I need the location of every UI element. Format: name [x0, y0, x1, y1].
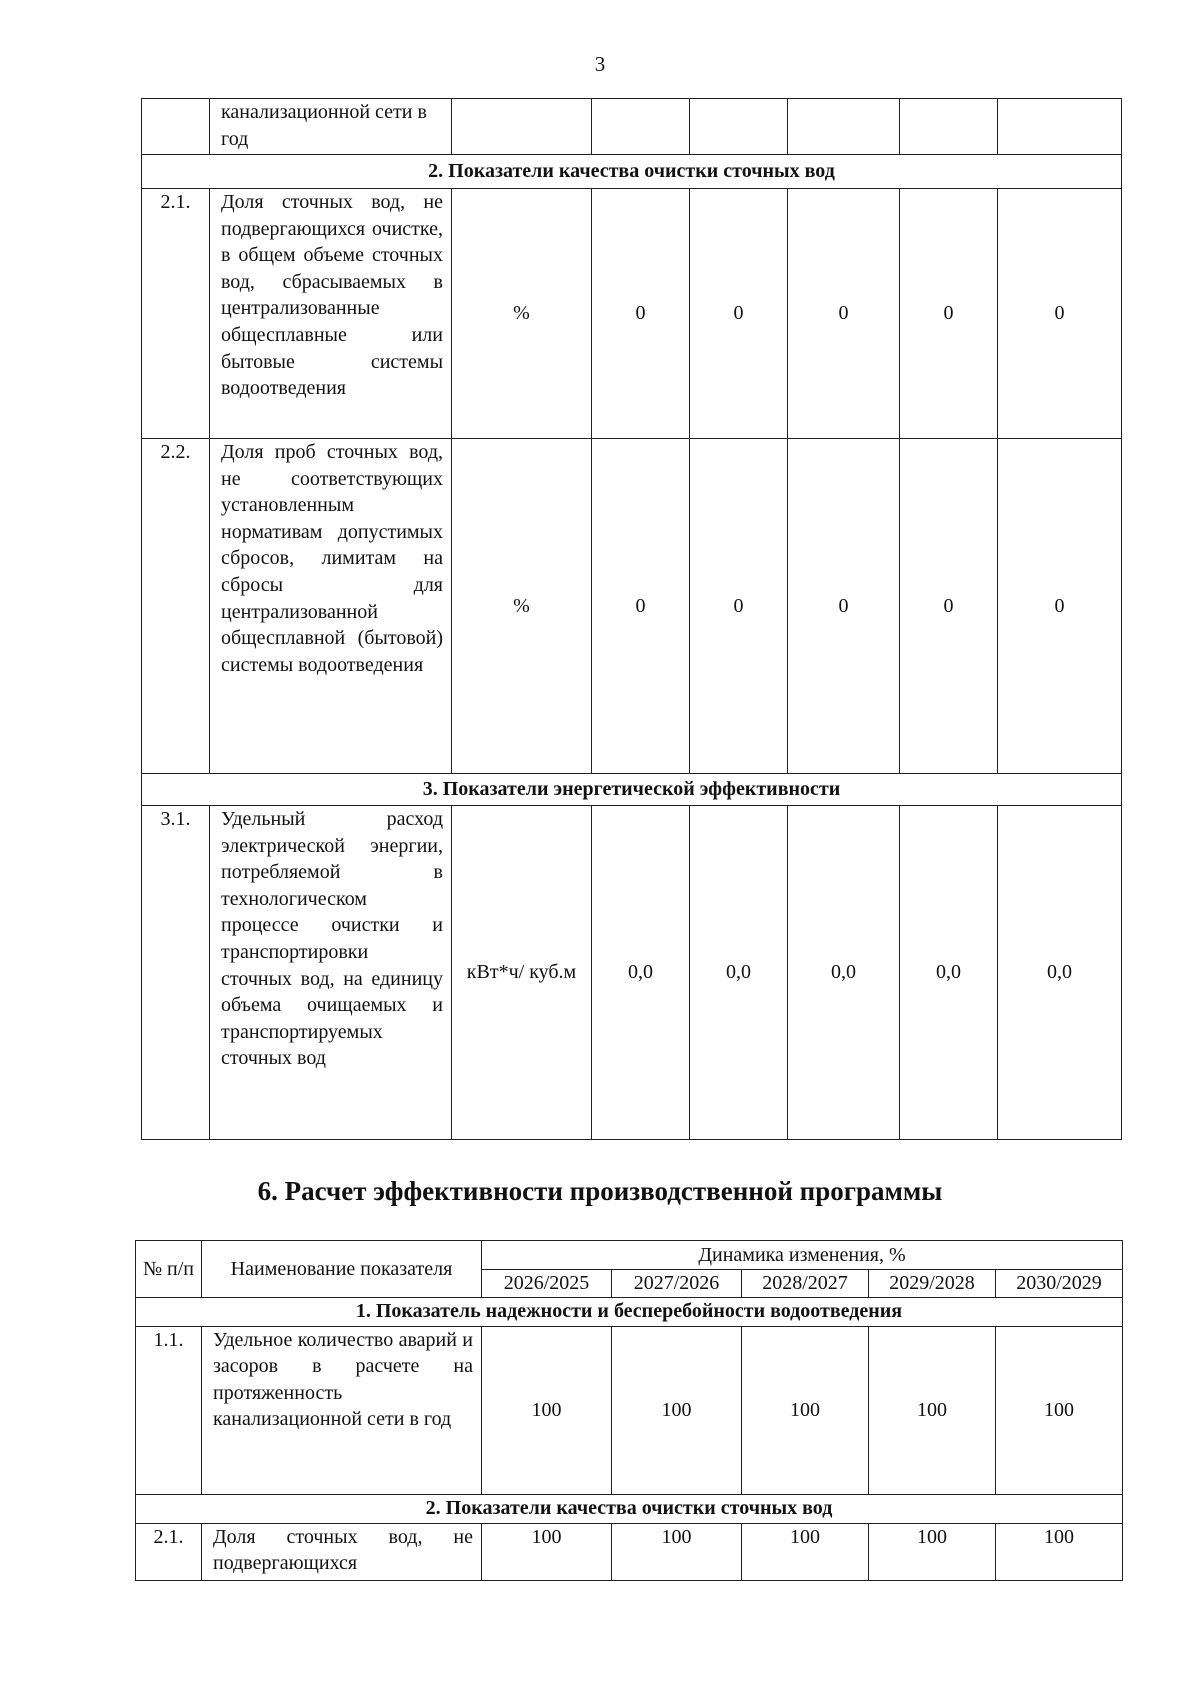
value-cell: 100 — [612, 1523, 742, 1580]
section-title: 2. Показатели качества очистки сточных вод — [142, 155, 1122, 189]
indicator-name: Удельное количество аварий и засоров в расчете на протяженность канализационной сети в год — [202, 1326, 482, 1494]
value-cell: 0 — [900, 189, 998, 439]
value-cell: 100 — [482, 1523, 612, 1580]
value-cell — [900, 99, 998, 155]
row-number: 2.1. — [142, 189, 210, 439]
header-year: 2030/2029 — [996, 1270, 1123, 1298]
value-cell: 0 — [690, 189, 788, 439]
value-cell: 0 — [900, 439, 998, 774]
value-cell: 100 — [996, 1523, 1123, 1580]
row-number: 1.1. — [136, 1326, 202, 1494]
section-heading: 6. Расчет эффективности производственной программы — [257, 1176, 943, 1206]
header-year: 2029/2028 — [869, 1270, 996, 1298]
value-cell — [788, 99, 900, 155]
value-cell: 100 — [742, 1523, 869, 1580]
unit-cell: % — [452, 439, 592, 774]
unit-cell: кВт*ч/ куб.м — [452, 806, 592, 1140]
indicators-table — [141, 98, 1122, 1140]
section-row — [136, 1297, 1123, 1326]
table-row — [142, 189, 1122, 439]
value-cell: 100 — [869, 1523, 996, 1580]
value-cell: 0,0 — [690, 806, 788, 1140]
indicator-name: Доля сточных вод, не подвергающихся — [202, 1523, 482, 1580]
section-row — [142, 774, 1122, 806]
table-row — [136, 1523, 1123, 1580]
value-cell: 0 — [998, 439, 1122, 774]
value-cell — [998, 99, 1122, 155]
value-cell: 100 — [996, 1326, 1123, 1494]
value-cell: 0 — [998, 189, 1122, 439]
table-row — [142, 806, 1122, 1140]
table-row — [142, 439, 1122, 774]
efficiency-table — [135, 1240, 1123, 1581]
unit-cell: % — [452, 189, 592, 439]
indicator-name: Удельный расход электрической энергии, потребляемой в технологическом процессе очистки и транспортировки сточных вод, на единицу объема очищаемых и транспортируемых сточных вод — [210, 806, 452, 1140]
section-title: 3. Показатели энергетической эффективности — [142, 774, 1122, 806]
value-cell: 100 — [869, 1326, 996, 1494]
row-number: 2.2. — [142, 439, 210, 774]
header-year: 2027/2026 — [612, 1270, 742, 1298]
value-cell: 0,0 — [900, 806, 998, 1140]
table-row — [136, 1326, 1123, 1494]
section-row — [142, 155, 1122, 189]
indicator-name: канализационной сети в год — [210, 99, 452, 155]
header-year: 2026/2025 — [482, 1270, 612, 1298]
value-cell: 100 — [742, 1326, 869, 1494]
value-cell: 0,0 — [592, 806, 690, 1140]
section-title: 1. Показатель надежности и бесперебойности водоотведения — [136, 1297, 1123, 1326]
value-cell: 0 — [690, 439, 788, 774]
value-cell — [690, 99, 788, 155]
table-row — [142, 99, 1122, 155]
value-cell: 0,0 — [788, 806, 900, 1140]
value-cell: 100 — [482, 1326, 612, 1494]
header-row — [136, 1241, 1123, 1270]
indicator-name: Доля проб сточных вод, не соответствующих установленным нормативам допустимых сбросов, лимитам на сбросы для централизованной общесплавной (бытовой) системы водоотведения — [210, 439, 452, 774]
header-dynamics: Динамика изменения, % — [482, 1241, 1123, 1270]
page-number: 3 — [594, 52, 606, 76]
value-cell: 0 — [788, 189, 900, 439]
header-num: № п/п — [136, 1241, 202, 1298]
value-cell: 0 — [592, 189, 690, 439]
value-cell — [592, 99, 690, 155]
unit-cell — [452, 99, 592, 155]
row-number: 2.1. — [136, 1523, 202, 1580]
header-name: Наименование показателя — [202, 1241, 482, 1298]
value-cell: 0,0 — [998, 806, 1122, 1140]
section-title: 2. Показатели качества очистки сточных вод — [136, 1494, 1123, 1523]
row-number — [142, 99, 210, 155]
section-row — [136, 1494, 1123, 1523]
value-cell: 0 — [592, 439, 690, 774]
value-cell: 100 — [612, 1326, 742, 1494]
indicator-name: Доля сточных вод, не подвергающихся очистке, в общем объеме сточных вод, сбрасываемых в централизованные общесплавные или бытовые системы водоотведения — [210, 189, 452, 439]
row-number: 3.1. — [142, 806, 210, 1140]
header-year: 2028/2027 — [742, 1270, 869, 1298]
value-cell: 0 — [788, 439, 900, 774]
